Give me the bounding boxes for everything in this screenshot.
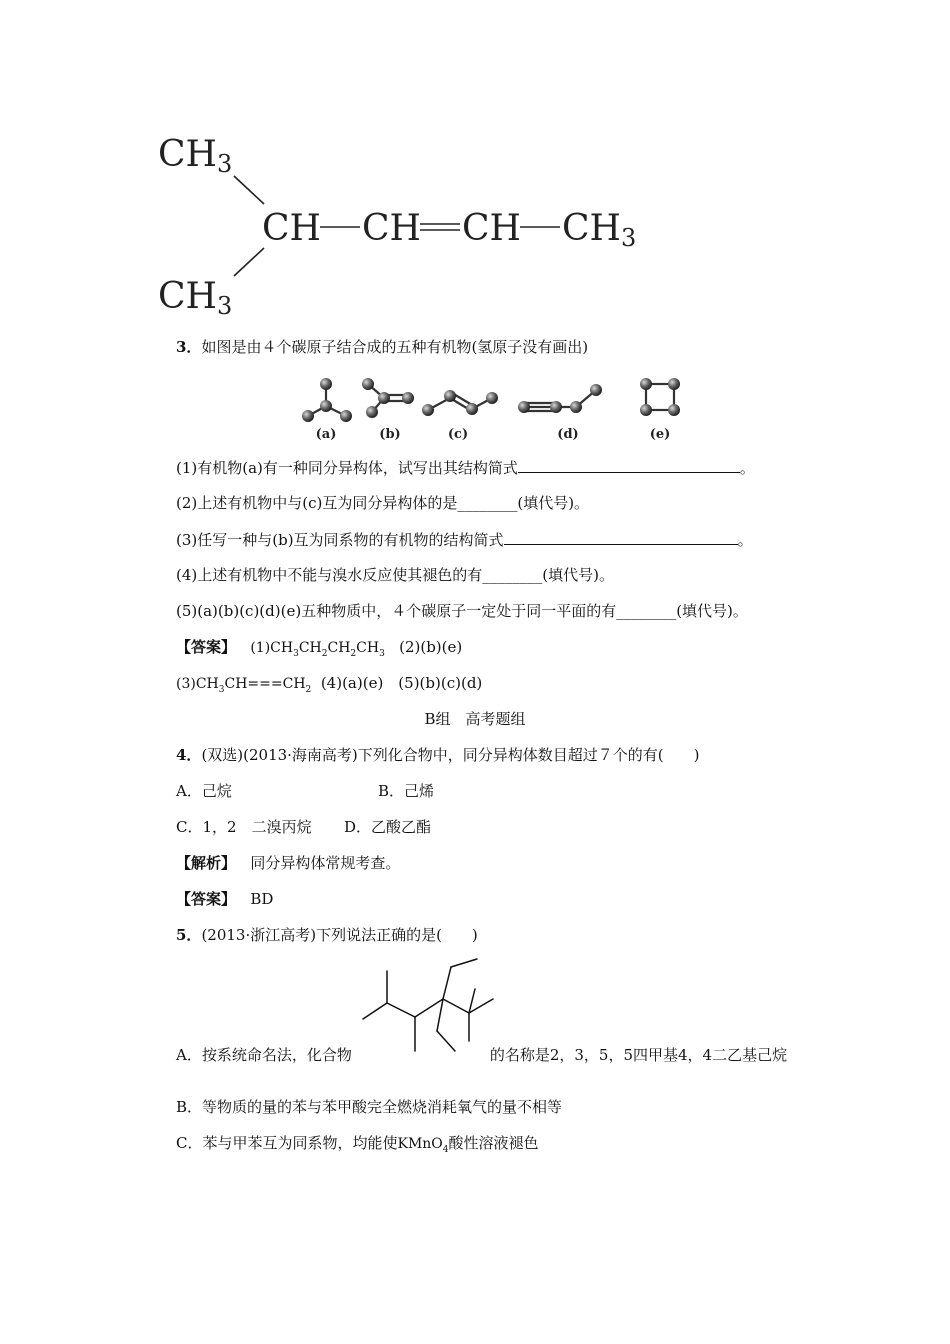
q4-options-ab — [176, 781, 434, 801]
q5-option-b: B．等物质的量的苯与苯甲酸完全燃烧消耗氧气的量不相等 — [176, 1098, 563, 1116]
skeletal-formula — [355, 955, 505, 1055]
bond-upper-branch — [234, 176, 264, 204]
q4-option-c: C．1，2 二溴丙烷 — [176, 818, 312, 836]
ch-1-label: CH — [262, 208, 321, 249]
ch-3-label: CH — [462, 208, 521, 249]
bond-lower-branch — [234, 248, 264, 276]
q3-sub5: (5)(a)(b)(c)(d)(e)五种物质中，４个碳原子一定处于同一平面的有________(填代号)。 — [176, 602, 748, 620]
q4-option-a: A．己烷 — [176, 782, 232, 800]
section-b-heading: B组 高考题组 — [424, 710, 526, 728]
q4-answer: 【答案】 BD — [176, 890, 274, 908]
q4-option-b: B．己烯 — [378, 782, 435, 800]
q4-stem: 4．(双选)(2013·海南高考)下列化合物中，同分异构体数目超过７个的有( ) — [176, 746, 700, 764]
q4-options-cd — [176, 817, 431, 837]
q3-stem: 3．如图是由４个碳原子结合成的五种有机物(氢原子没有画出) — [176, 338, 589, 356]
model-label-a: (a) — [315, 427, 337, 442]
ch-2-label: CH — [362, 208, 421, 249]
q5-option-a: A．按系统命名法，化合物 的名称是2，3，5，5四甲基4，4二乙基己烷 — [176, 1046, 788, 1064]
ch3-bottom-label: CH3 — [158, 276, 233, 320]
q3-sub4: (4)上述有机物中不能与溴水反应使其褪色的有________(填代号)。 — [176, 566, 614, 584]
molecule-models — [290, 372, 690, 444]
q4-analysis: 【解析】 同分异构体常规考查。 — [176, 854, 401, 872]
structural-formula-top — [150, 130, 650, 320]
ch3-end-label: CH3 — [562, 208, 637, 252]
q4-option-d: D．乙酸乙酯 — [344, 818, 432, 836]
q3-sub1: (1)有机物(a)有一种同分异构体，试写出其结构简式 。 — [176, 459, 755, 477]
q3-sub2: (2)上述有机物中与(c)互为同分异构体的是________(填代号)。 — [176, 494, 590, 512]
ch3-top-label: CH3 — [158, 134, 233, 178]
model-label-d: (d) — [557, 427, 579, 442]
q5-option-c: C．苯与甲苯互为同系物，均能使KMnO$_4$酸性溶液褪色 — [176, 1134, 539, 1155]
model-label-c: (c) — [447, 427, 469, 442]
model-label-b: (b) — [379, 427, 401, 442]
q3-answer-line2: $(3)CH_3CH===CH_2$ (4)(a)(e) (5)(b)(c)(d) — [176, 674, 483, 695]
q5-stem: 5．(2013·浙江高考)下列说法正确的是( ) — [176, 926, 478, 944]
q3-answer-line1: 【答案】 $(1)CH_3CH_2CH_2CH_3$ (2)(b)(e) — [176, 638, 463, 659]
q3-sub3: (3)任写一种与(b)互为同系物的有机物的结构简式 。 — [176, 531, 753, 549]
model-label-e: (e) — [649, 427, 671, 442]
